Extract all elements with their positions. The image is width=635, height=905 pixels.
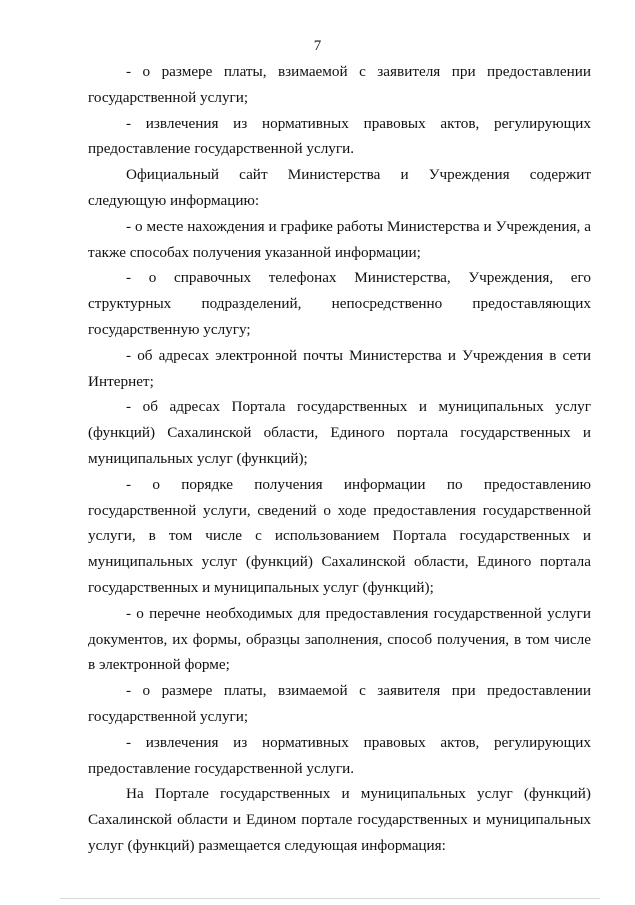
paragraph-portal-intro: На Портале государственных и муниципальных услуг (функций) Сахалинской области и Едином портале государственных и муниципальных услуг (функций) размещается следующая информация:: [88, 785, 591, 854]
paragraph-information-procedure: - о порядке получения информации по предоставлению государственной услуги, сведений о ходе предоставления государственной услуги, в том числе с использованием Портала государственных и муниципальных услуг (функций) Сахалинской области, Единого портала государственных и муниципальных услуг (функций);: [88, 475, 591, 596]
scan-edge-line: [60, 898, 600, 899]
paragraph-email-addresses: - об адресах электронной почты Министерства и Учреждения в сети Интернет;: [88, 346, 591, 390]
page-number: 7: [313, 38, 322, 54]
paragraph-official-site-intro: Официальный сайт Министерства и Учреждения содержит следующую информацию:: [88, 166, 591, 209]
paragraph-reference-phones: - о справочных телефонах Министерства, Учреждения, его структурных подразделений, непосредственно предоставляющих государственную услугу;: [88, 269, 591, 338]
paragraph-portal-addresses: - об адресах Портала государственных и муниципальных услуг (функций) Сахалинской области, Единого портала государственных и муниципальных услуг (функций);: [88, 398, 591, 467]
document-body: [88, 59, 591, 859]
paragraph-regulations-extract-2: - извлечения из нормативных правовых актов, регулирующих предоставление государственной услуги.: [88, 733, 591, 777]
paragraph-required-documents: - о перечне необходимых для предоставления государственной услуги документов, их формы, образцы заполнения, способ получения, в том числе в электронной форме;: [88, 604, 591, 674]
paragraph-location-schedule: - о месте нахождения и графике работы Министерства и Учреждения, а также способах получения указанной информации;: [88, 217, 591, 261]
paragraph-fee-info: - о размере платы, взимаемой с заявителя при предоставлении государственной услуги;: [88, 63, 591, 106]
paragraph-fee-info-2: - о размере платы, взимаемой с заявителя при предоставлении государственной услуги;: [88, 682, 591, 725]
paragraph-regulations-extract: - извлечения из нормативных правовых актов, регулирующих предоставление государственной услуги.: [88, 114, 591, 158]
